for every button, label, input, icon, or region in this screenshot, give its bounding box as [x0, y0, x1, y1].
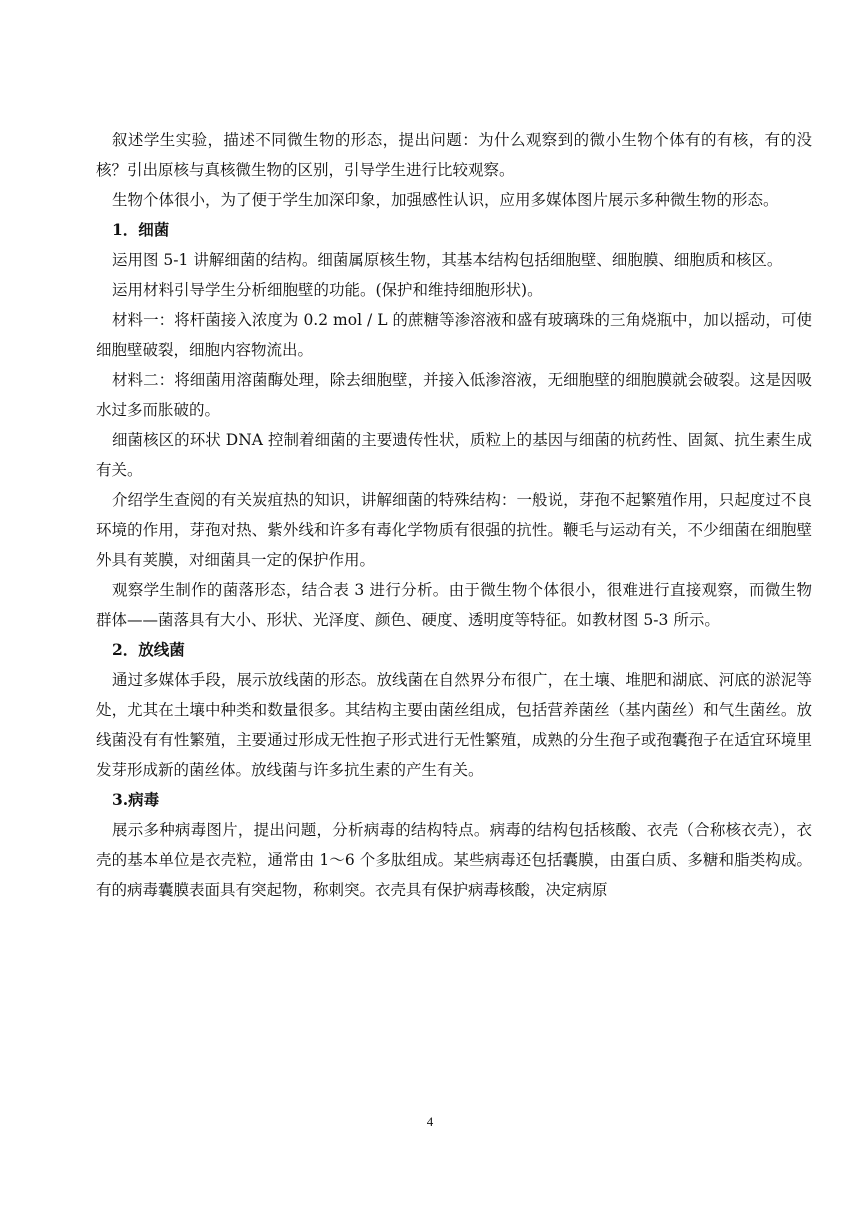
section-heading-virus: 3.病毒 [112, 790, 160, 809]
paragraph: 材料二：将细菌用溶菌酶处理，除去细胞壁，并接入低渗溶液，无细胞壁的细胞膜就会破裂。这是因吸水过多而胀破的。 [96, 371, 812, 419]
section-heading-bacteria: 1．细菌 [112, 220, 170, 239]
paragraph: 通过多媒体手段，展示放线菌的形态。放线菌在自然界分布很广，在土壤、堆肥和湖底、河底的淤泥等处，尤其在土壤中种类和数量很多。其结构主要由菌丝组成，包括营养菌丝（基内菌丝）和气生菌丝。放线菌没有有性繁殖，主要通过形成无性抱子形式进行无性繁殖，成熟的分生孢子或孢囊孢子在适宜环境里发芽形成新的菌丝体。放线菌与许多抗生素的产生有关。 [96, 671, 812, 779]
paragraph: 介绍学生查阅的有关炭疽热的知识，讲解细菌的特殊结构：一般说，芽孢不起繁殖作用，只起度过不良环境的作用，芽孢对热、紫外线和许多有毒化学物质有很强的抗性。鞭毛与运动有关，不少细菌在细胞壁外具有荚膜，对细菌具一定的保护作用。 [96, 491, 812, 569]
paragraph: 运用图 5-1 讲解细菌的结构。细菌属原核生物，其基本结构包括细胞壁、细胞膜、细胞质和核区。 [112, 251, 783, 269]
paragraph: 材料一：将杆菌接入浓度为 0.2 mol / L 的蔗糖等渗溶液和盛有玻璃珠的三角烧瓶中，加以摇动，可使细胞壁破裂，细胞内容物流出。 [96, 311, 812, 359]
paragraph: 叙述学生实验，描述不同微生物的形态，提出问题：为什么观察到的微小生物个体有的有核，有的没核？引出原核与真核微生物的区别，引导学生进行比较观察。 [96, 131, 812, 179]
paragraph: 观察学生制作的菌落形态，结合表 3 进行分析。由于微生物个体很小，很难进行直接观察，而微生物群体——菌落具有大小、形状、光泽度、颜色、硬度、透明度等特征。如教材图 5-3 所示。 [96, 581, 812, 629]
section-heading-actinomycetes: 2．放线菌 [112, 640, 185, 659]
paragraph: 运用材料引导学生分析细胞壁的功能。(保护和维持细胞形状)。 [112, 281, 543, 299]
paragraph: 生物个体很小，为了便于学生加深印象，加强感性认识，应用多媒体图片展示多种微生物的形态。 [112, 191, 779, 209]
document-body [96, 125, 812, 905]
page-number: 4 [426, 1114, 434, 1129]
paragraph: 细菌核区的环状 DNA 控制着细菌的主要遗传性状，质粒上的基因与细菌的杭药性、固氮、抗生素生成有关。 [96, 431, 812, 479]
paragraph: 展示多种病毒图片，提出问题，分析病毒的结构特点。病毒的结构包括核酸、衣壳（合称核衣壳），衣壳的基本单位是衣壳粒，通常由 1～6 个多肽组成。某些病毒还包括囊膜，由蛋白质、多糖和脂类构成。有的病毒囊膜表面具有突起物，称刺突。衣壳具有保护病毒核酸，决定病原 [96, 821, 812, 899]
